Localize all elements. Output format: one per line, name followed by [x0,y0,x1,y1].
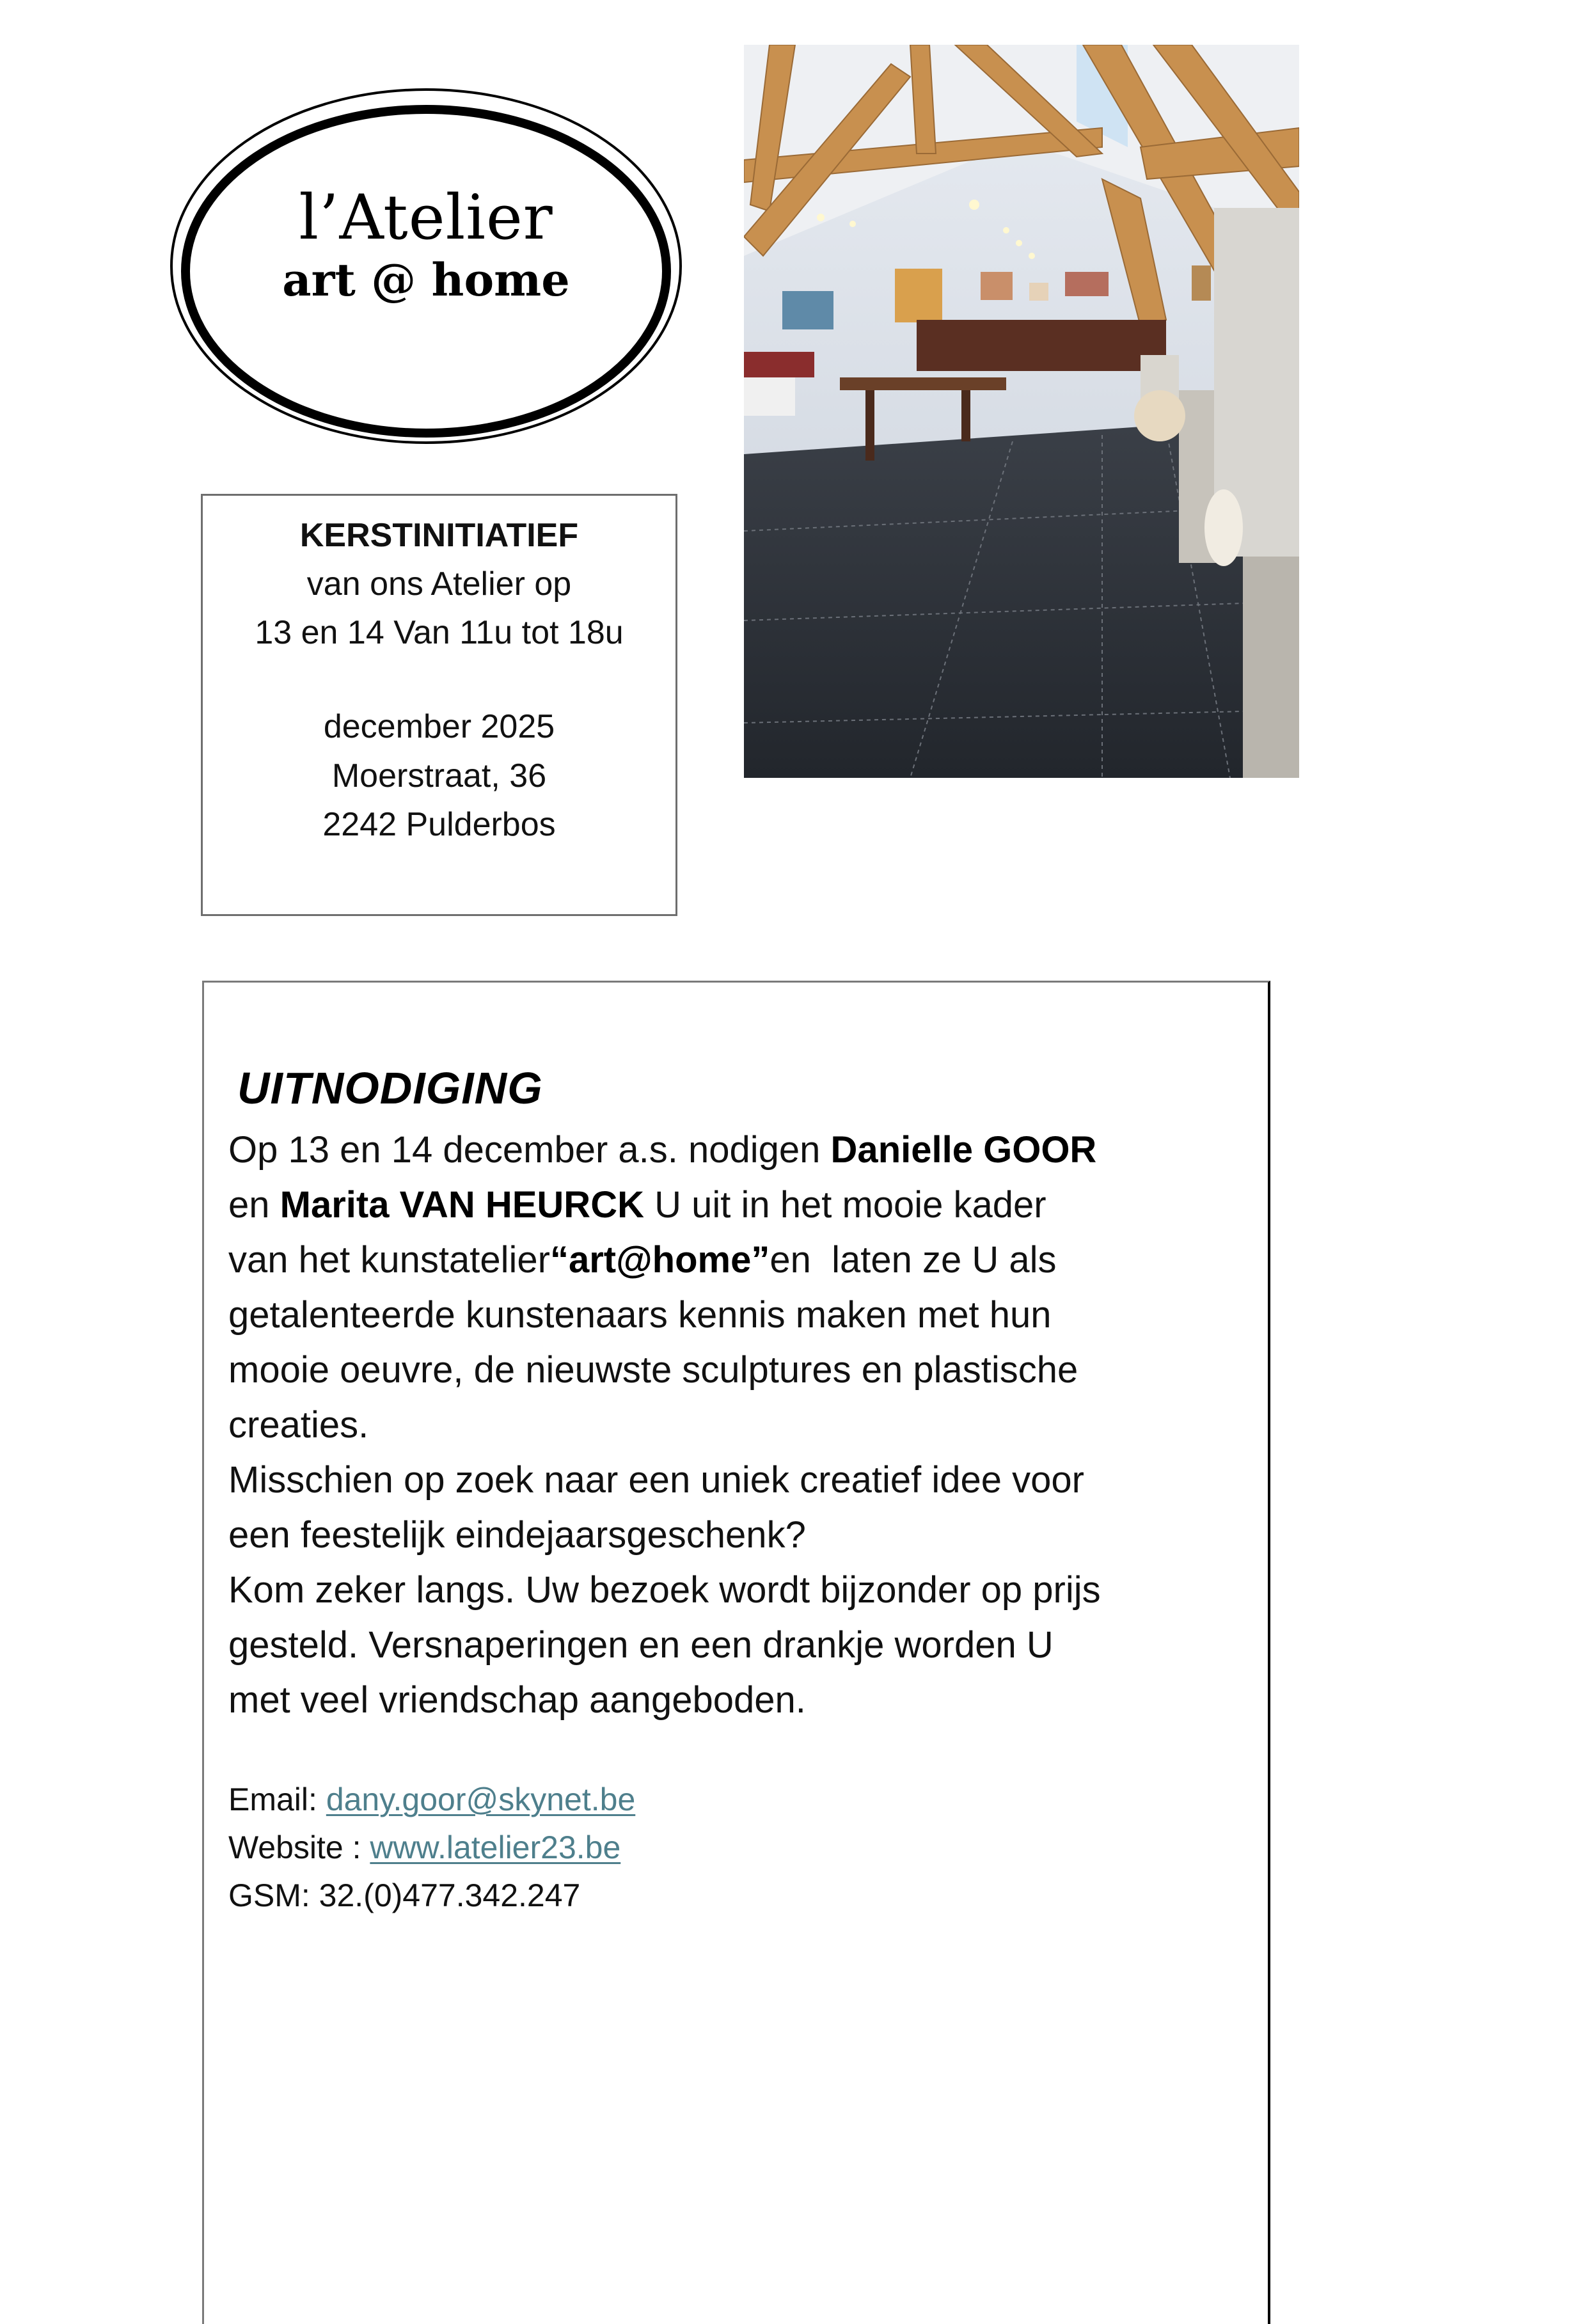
artist-name: Marita VAN HEURCK [280,1184,644,1226]
website-link[interactable]: www.latelier23.be [370,1830,621,1865]
website-label: Website : [228,1830,370,1865]
contact-gsm: GSM: 32.(0)477.342.247 [228,1877,581,1913]
invitation-box [202,981,1270,2324]
body-text: Op 13 en 14 december a.s. nodigen [228,1129,831,1171]
studio-photo-image [744,45,1299,778]
body-line: een feestelijk eindejaarsgeschenk? [228,1514,806,1556]
info-line: 13 en 14 Van 11u tot 18u [255,614,624,651]
body-line [228,1184,1046,1226]
body-line: getalenteerde kunstenaars kennis maken met hun [228,1294,1052,1336]
body-text: U uit in het mooie kader [643,1184,1046,1226]
body-line: Kom zeker langs. Uw bezoek wordt bijzonder op prijs [228,1569,1101,1611]
logo [169,86,683,446]
body-text: van het kunstatelier [228,1239,550,1281]
email-label: Email: [228,1782,326,1817]
info-line: 2242 Pulderbos [322,806,556,843]
body-line: creaties. [228,1404,369,1446]
studio-name: “art@home” [549,1239,770,1281]
logo-subtitle: art @ home [282,253,570,306]
contact-website [228,1831,620,1863]
body-text: en [228,1184,280,1226]
logo-title: l’Atelier [299,182,553,253]
body-line [228,1239,1057,1281]
body-line: mooie oeuvre, de nieuwste sculptures en plastische [228,1349,1078,1391]
info-line: van ons Atelier op [306,565,572,603]
body-line [228,1129,1097,1171]
artist-name: Danielle GOOR [830,1129,1097,1171]
body-line: met veel vriendschap aangeboden. [228,1679,806,1721]
info-line: Moerstraat, 36 [331,757,547,794]
body-line: gesteld. Versnaperingen en een drankje worden U [228,1624,1054,1666]
studio-photo [744,45,1299,778]
info-heading: KERSTINITIATIEF [299,517,579,554]
email-link[interactable]: dany.goor@skynet.be [326,1782,636,1817]
invitation-title: UITNODIGING [237,1063,543,1113]
body-text: en laten ze U als [770,1239,1057,1281]
info-line: december 2025 [323,708,555,745]
contact-email [228,1783,635,1815]
event-info-box [201,494,677,916]
body-line: Misschien op zoek naar een uniek creatief idee voor [228,1459,1084,1501]
